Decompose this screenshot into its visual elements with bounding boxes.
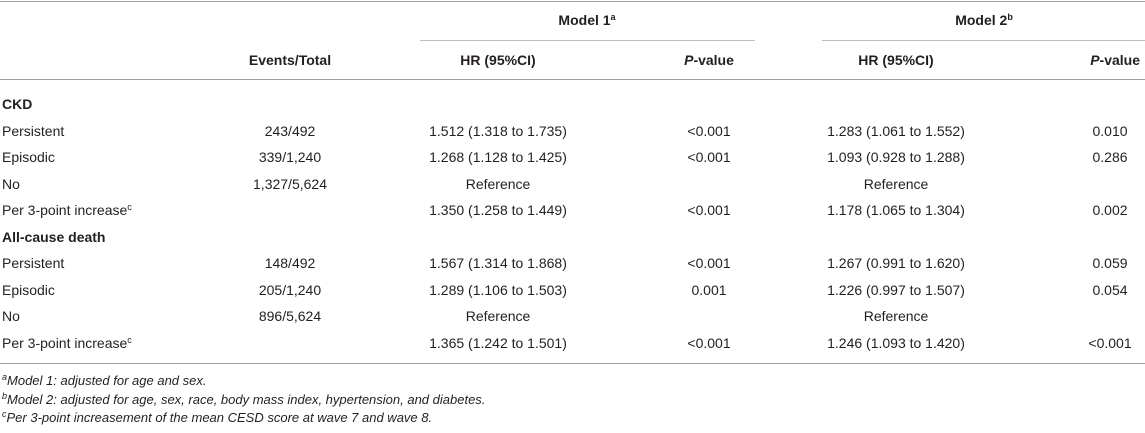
hr1-cell: Reference: [465, 308, 531, 324]
footnote: $^c$Per 3-point increasement of the mean CESD score at wave 7 and wave 8.: [2, 409, 433, 425]
p2-cell: 0.002: [1092, 202, 1128, 218]
hr2-cell: 1.226 (0.997 to 1.507): [827, 282, 965, 298]
hr2-cell: 1.246 (1.093 to 1.420): [827, 335, 965, 351]
row-label: Persistent: [2, 255, 65, 271]
hr1-cell: 1.365 (1.242 to 1.501): [429, 335, 567, 351]
row-label: Episodic: [2, 149, 55, 165]
model1-underline: [420, 40, 755, 41]
footnote: $^a$Model 1: adjusted for age and sex.: [2, 372, 207, 388]
p1-cell: <0.001: [687, 149, 731, 165]
row-label: No: [2, 176, 20, 192]
hr1-header: HR (95%CI): [460, 52, 536, 68]
events-cell: 1,327/5,624: [253, 176, 327, 192]
row-label: Episodic: [2, 282, 55, 298]
hr1-cell: Reference: [465, 176, 531, 192]
events-cell: 205/1,240: [258, 282, 322, 298]
p2-cell: <0.001: [1088, 335, 1132, 351]
hr1-cell: 1.512 (1.318 to 1.735): [429, 123, 567, 139]
events-cell: 896/5,624: [258, 308, 322, 324]
hr1-cell: 1.350 (1.258 to 1.449): [429, 202, 567, 218]
section-title-ckd: CKD: [2, 96, 33, 112]
p1-cell: <0.001: [687, 202, 731, 218]
hr2-cell: 1.178 (1.065 to 1.304): [827, 202, 965, 218]
hr1-cell: 1.567 (1.314 to 1.868): [429, 255, 567, 271]
row-label: No: [2, 308, 20, 324]
model2-underline: [822, 40, 1145, 41]
hr2-cell: 1.093 (0.928 to 1.288): [827, 149, 965, 165]
hr2-cell: 1.267 (0.991 to 1.620): [827, 255, 965, 271]
events-cell: 339/1,240: [258, 149, 322, 165]
p2-cell: 0.054: [1092, 282, 1128, 298]
p2-cell: 0.059: [1092, 255, 1128, 271]
hr2-cell: 1.283 (1.061 to 1.552): [827, 123, 965, 139]
hr1-cell: 1.268 (1.128 to 1.425): [429, 149, 567, 165]
p1-cell: <0.001: [687, 123, 731, 139]
row-label: Persistent: [2, 123, 65, 139]
table-bottom-rule: [0, 363, 1145, 364]
header-bottom-rule: [0, 79, 1145, 80]
footnotes: [2, 372, 485, 428]
hr2-cell: Reference: [863, 308, 929, 324]
model1-header: Model 1$^a$: [558, 12, 616, 28]
hr1-cell: 1.289 (1.106 to 1.503): [429, 282, 567, 298]
p2-header: P-value: [1090, 52, 1140, 68]
p1-cell: 0.001: [691, 282, 727, 298]
hr2-cell: Reference: [863, 176, 929, 192]
events-cell: 148/492: [264, 255, 316, 271]
p2-cell: 0.010: [1092, 123, 1128, 139]
hr2-header: HR (95%CI): [858, 52, 934, 68]
p1-header: P-value: [684, 52, 734, 68]
row-label: Per 3-point increase$^c$: [2, 202, 132, 218]
events-total-header: Events/Total: [248, 52, 332, 68]
model2-header: Model 2$^b$: [955, 12, 1013, 28]
section-title-all-cause-death: All-cause death: [2, 229, 106, 245]
p2-cell: 0.286: [1092, 149, 1128, 165]
p1-cell: <0.001: [687, 255, 731, 271]
table-top-rule: [0, 1, 1145, 2]
footnote: $^b$Model 2: adjusted for age, sex, race, body mass index, hypertension, and diabetes.: [2, 390, 486, 407]
events-cell: 243/492: [264, 123, 316, 139]
row-label: Per 3-point increase$^c$: [2, 335, 132, 351]
p1-cell: <0.001: [687, 335, 731, 351]
